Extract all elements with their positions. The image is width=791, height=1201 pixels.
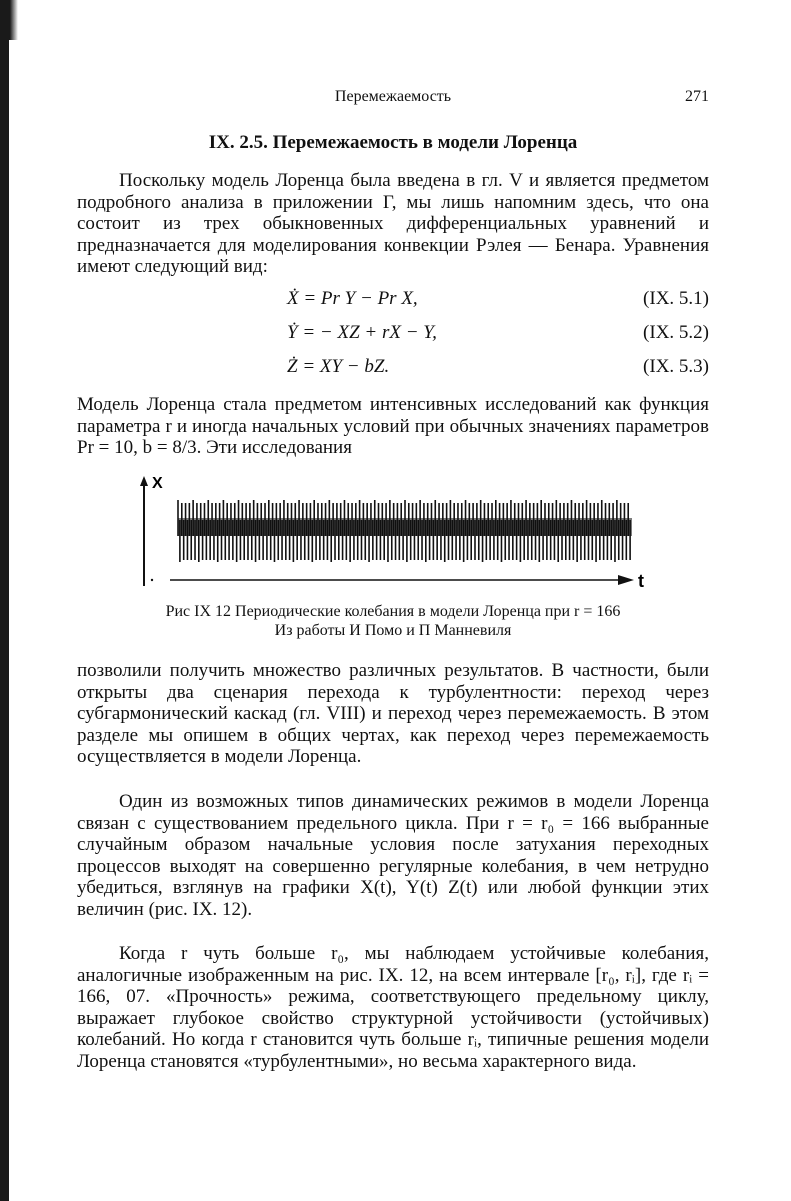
paragraph-limit-cycle: Один из возможных типов динамических режимов в модели Лоренца связан с существованием предельного цикла. При r = r₀ = 166 выбранные случайным образом начальные условия после затухания переходных процессов выходят на совершенно регулярные колебания, в чем нетрудно убедиться, взглянув на графики X(t), Y(t) Z(t) или любой функции этих величин (рис. IX. 12). — [77, 791, 709, 920]
oscillation-plot — [140, 476, 660, 596]
equation-formula: Ẋ = Pr Y − Pr X, — [287, 288, 418, 309]
equation-1 — [77, 288, 709, 314]
equation-3 — [77, 356, 709, 382]
caption-line-1: Рис IX 12 Периодические колебания в модели Лоренца при r = 166 — [165, 603, 621, 620]
y-axis-label: X — [152, 476, 163, 492]
scan-edge-shadow-top — [0, 0, 18, 40]
figure-caption — [77, 602, 709, 640]
caption-line-2: Из работы И Помо и П Манневиля — [274, 622, 512, 639]
running-title: Перемежаемость — [334, 88, 452, 105]
equation-number: (IX. 5.3) — [643, 356, 709, 377]
paragraph-stability: Когда r чуть больше r₀, мы наблюдаем устойчивые колебания, аналогичные изображенным на рис. IX. 12, на всем интервале [r₀, rᵢ], где rᵢ = 166, 07. «Прочность» режима, соответствующего предельному циклу, выражает глубокое свойство структурной устойчивости (устойчивых) колебаний. Но когда r становится чуть больше rᵢ, типичные решения модели Лоренца становятся «турбулентными», но весьма характерного вида. — [77, 943, 709, 1072]
paragraph-intro: Поскольку модель Лоренца была введена в гл. V и является предметом подробного анализа в приложении Г, мы лишь напомним здесь, что она состоит из трех обыкновенных дифференциальных уравнений и предназначается для моделирования конвекции Рэлея — Бенара. Уравнения имеют следующий вид: — [77, 170, 709, 278]
x-axis-label: t — [638, 571, 644, 591]
origin-dot — [151, 579, 153, 581]
equation-number: (IX. 5.2) — [643, 322, 709, 343]
equation-number: (IX. 5.1) — [643, 288, 709, 309]
section-title: IX. 2.5. Перемежаемость в модели Лоренца — [208, 132, 578, 153]
page-header — [77, 88, 709, 114]
equation-2 — [77, 322, 709, 348]
x-axis-arrow — [618, 575, 634, 585]
equation-formula: Ż = XY − bZ. — [287, 356, 390, 377]
paragraph-results: позволили получить множество различных результатов. В частности, были открыты два сценария перехода к турбулентности: переход через субгармонический каскад (гл. VIII) и переход через перемежаемость. В этом разделе мы опишем в общих чертах, как переход через перемежаемость осуществляется в модели Лоренца. — [77, 660, 709, 768]
oscillation-trace — [178, 500, 632, 562]
y-axis-arrow — [140, 476, 148, 486]
page-number: 271 — [685, 88, 709, 105]
scan-edge-shadow — [0, 0, 9, 1201]
figure-oscillations — [140, 476, 660, 596]
equation-formula: Ẏ = − XZ + rX − Y, — [287, 322, 437, 343]
oscillation-dense-band — [178, 518, 632, 536]
paragraph-lorenz-studies: Модель Лоренца стала предметом интенсивных исследований как функция параметра r и иногда начальных условий при обычных значениях параметров Pr = 10, b = 8/3. Эти исследования — [77, 394, 709, 459]
